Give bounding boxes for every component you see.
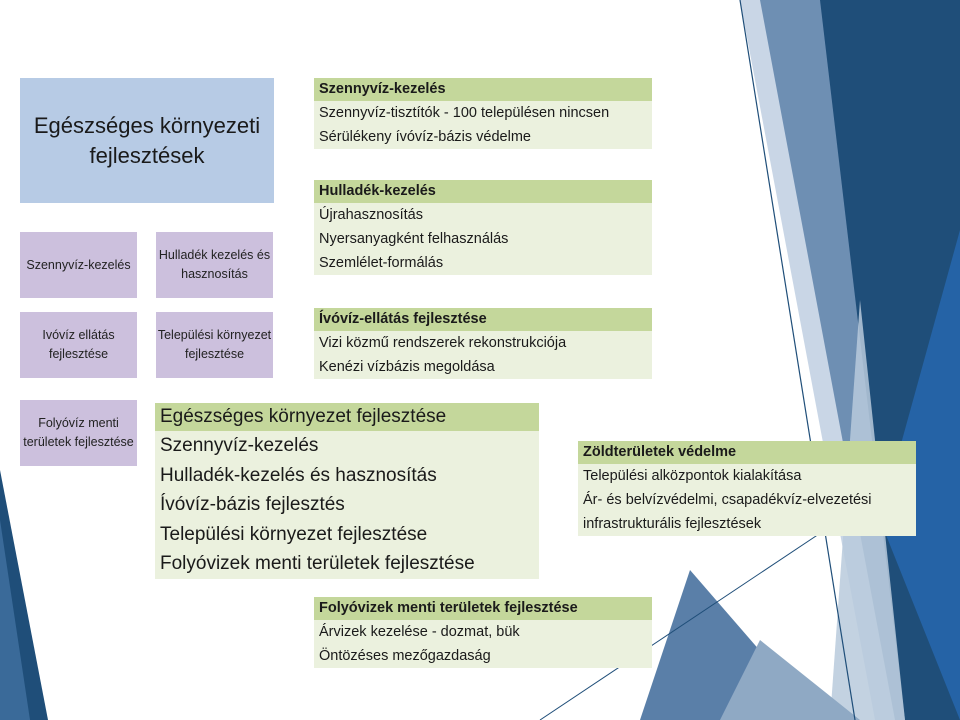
table-row: Sérülékeny ívóvíz-bázis védelme bbox=[319, 129, 531, 145]
summary-table bbox=[155, 403, 539, 579]
summary-row: Ívóvíz-bázis fejlesztés bbox=[160, 494, 345, 515]
table-row: Települési alközpontok kialakítása bbox=[583, 468, 802, 484]
table-row: Vizi közmű rendszerek rekonstrukciója bbox=[319, 335, 567, 351]
table-folyo bbox=[314, 597, 652, 668]
summary-row: Folyóvizek menti területek fejlesztése bbox=[160, 553, 475, 574]
table-ivoviz bbox=[314, 308, 652, 379]
table-row: infrastrukturális fejlesztések bbox=[583, 516, 762, 532]
table-header: Hulladék-kezelés bbox=[314, 180, 652, 203]
table-row: Öntözéses mezőgazdaság bbox=[319, 648, 491, 664]
table-szennyviz bbox=[314, 78, 652, 149]
table-row: Szemlélet-formálás bbox=[319, 255, 444, 271]
table-row: Újrahasznosítás bbox=[319, 207, 423, 223]
tile-ivoviz: Ivóvíz ellátás fejlesztése bbox=[20, 312, 137, 378]
tile-hulladek: Hulladék kezelés és hasznosítás bbox=[156, 232, 273, 298]
table-row: Nyersanyagként felhasználás bbox=[319, 231, 509, 247]
summary-row: Hulladék-kezelés és hasznosítás bbox=[160, 464, 437, 486]
summary-row: Szennyvíz-kezelés bbox=[160, 435, 319, 456]
table-header: Folyóvizek menti területek fejlesztése bbox=[314, 597, 652, 620]
table-header: Zöldterületek védelme bbox=[578, 441, 916, 464]
tile-szennyviz: Szennyvíz-kezelés bbox=[20, 232, 137, 298]
table-zold bbox=[578, 441, 916, 536]
table-header: Szennyvíz-kezelés bbox=[314, 78, 652, 101]
table-header: Ívóvíz-ellátás fejlesztése bbox=[314, 308, 652, 331]
summary-header: Egészséges környezet fejlesztése bbox=[155, 403, 539, 431]
summary-row: Települési környezet fejlesztése bbox=[160, 523, 428, 545]
tile-telepulesi: Települési környezet fejlesztése bbox=[156, 312, 273, 378]
page-title: Egészséges környezeti fejlesztések bbox=[20, 78, 274, 203]
tile-folyoviz: Folyóvíz menti területek fejlesztése bbox=[20, 400, 137, 466]
table-row: Szennyvíz-tisztítók - 100 településen nincsen bbox=[319, 105, 610, 121]
table-row: Árvizek kezelése - dozmat, bük bbox=[319, 624, 520, 640]
table-row: Kenézi vízbázis megoldása bbox=[319, 359, 495, 375]
table-hulladek bbox=[314, 180, 652, 275]
table-row: Ár- és belvízvédelmi, csapadékvíz-elvezetési bbox=[583, 492, 872, 508]
